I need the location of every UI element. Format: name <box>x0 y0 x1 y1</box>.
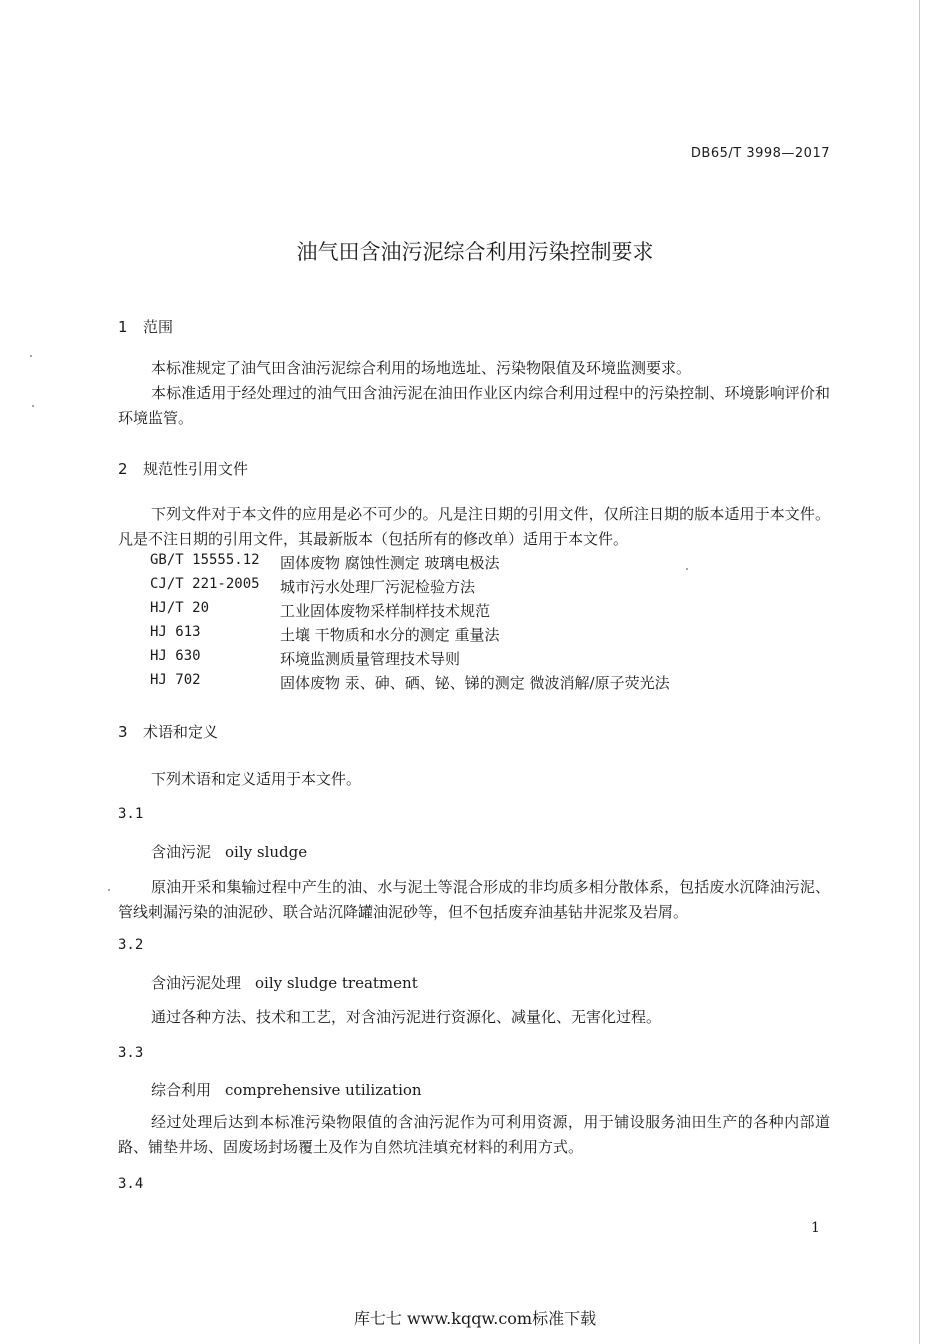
section-number: 2 <box>118 460 128 478</box>
section-number: 3 <box>118 723 128 741</box>
section-title: 术语和定义 <box>143 723 219 741</box>
section-2-intro: 下列文件对于本文件的应用是必不可少的。凡是注日期的引用文件，仅所注日期的版本适用于本文件。凡是不注日期的引用文件，其最新版本（包括所有的修改单）适用于本文件。 <box>118 505 830 548</box>
section-1-paragraph-1: 本标准规定了油气田含油污泥综合利用的场地选址、污染物限值及环境监测要求。 <box>151 359 692 377</box>
section-title: 规范性引用文件 <box>143 460 249 478</box>
reference-code: HJ 613 <box>150 624 201 640</box>
term-chinese: 含油污泥 <box>151 843 212 861</box>
term-chinese: 含油污泥处理 <box>151 974 242 992</box>
clause-number: 3.4 <box>118 1176 144 1192</box>
section-1-paragraph-2: 本标准适用于经处理过的油气田含油污泥在油田作业区内综合利用过程中的污染控制、环境影响评价和环境监管。 <box>118 384 830 427</box>
page-number: 1 <box>811 1220 820 1236</box>
reference-name: 固体废物 腐蚀性测定 玻璃电极法 <box>280 554 500 572</box>
scan-speck <box>686 568 688 570</box>
page-edge-line <box>919 0 920 1344</box>
section-3-intro: 下列术语和定义适用于本文件。 <box>151 770 362 788</box>
clause-number: 3.1 <box>118 806 144 822</box>
reference-code: HJ 702 <box>150 672 201 688</box>
reference-name: 环境监测质量管理技术导则 <box>280 650 461 668</box>
section-3-heading <box>118 721 218 742</box>
term-definition: 通过各种方法、技术和工艺，对含油污泥进行资源化、减量化、无害化过程。 <box>151 1008 662 1026</box>
section-title: 范围 <box>143 318 174 336</box>
reference-code: HJ 630 <box>150 648 201 664</box>
reference-code: CJ/T 221-2005 <box>150 576 260 592</box>
scan-speck <box>32 405 34 407</box>
term-heading <box>151 841 307 862</box>
reference-code: GB/T 15555.12 <box>150 552 260 568</box>
section-number: 1 <box>118 318 128 336</box>
document-title: 油气田含油污泥综合利用污染控制要求 <box>296 240 654 264</box>
reference-name: 工业固体废物采样制样技术规范 <box>280 602 491 620</box>
reference-name: 土壤 干物质和水分的测定 重量法 <box>280 626 500 644</box>
section-1-heading <box>118 316 173 337</box>
term-definition: 原油开采和集输过程中产生的油、水与泥土等混合形成的非均质多相分散体系，包括废水沉降油污泥、管线刺漏污染的油泥砂、联合站沉降罐油泥砂等，但不包括废弃油基钻井泥浆及岩屑。 <box>118 878 830 921</box>
reference-code: HJ/T 20 <box>150 600 210 616</box>
term-english: comprehensive utilization <box>225 1081 422 1099</box>
footer-watermark: 库七七 www.kqqw.com标准下载 <box>353 1309 597 1328</box>
standard-code: DB65/T 3998—2017 <box>690 146 830 161</box>
scan-speck <box>30 355 32 357</box>
section-2-heading <box>118 458 248 479</box>
clause-number: 3.3 <box>118 1045 144 1061</box>
term-heading <box>151 1079 422 1100</box>
term-definition: 经过处理后达到本标准污染物限值的含油污泥作为可利用资源，用于铺设服务油田生产的各种内部道路、铺垫井场、固废场封场覆土及作为自然坑洼填充材料的利用方式。 <box>118 1113 830 1156</box>
clause-number: 3.2 <box>118 937 144 953</box>
term-heading <box>151 972 418 993</box>
term-english: oily sludge treatment <box>255 974 418 992</box>
reference-name: 城市污水处理厂污泥检验方法 <box>280 578 476 596</box>
term-chinese: 综合利用 <box>151 1081 212 1099</box>
scan-speck <box>108 889 110 891</box>
reference-name: 固体废物 汞、砷、硒、铋、锑的测定 微波消解/原子荧光法 <box>280 674 670 692</box>
term-english: oily sludge <box>225 843 308 861</box>
